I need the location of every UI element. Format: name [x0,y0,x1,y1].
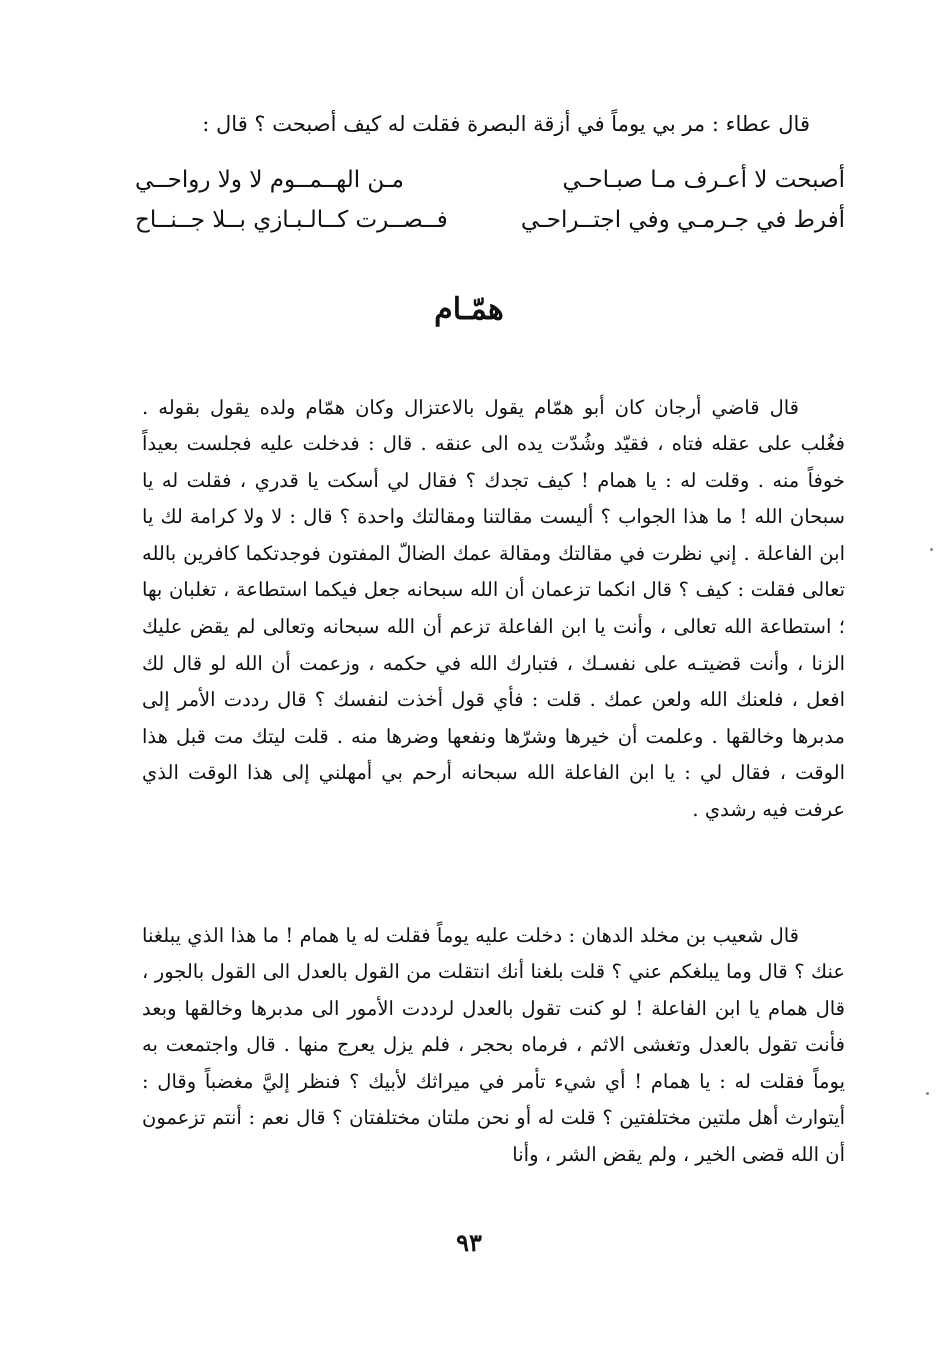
scan-speck [930,548,933,551]
paragraph-2: قال شعيب بن مخلد الدهان : دخلت عليه يوماً فقلت له يا همام ! ما هذا الذي يبلغنا عنك ؟ قال وما يبلغكم عني ؟ قلت بلغنا أنك انتقلت من القول بالعدل الى القول بالجور ، قال همام يا ابن الفاعلة ! لو كنت تقول بالعدل لرددت الأمور الى مدبرها وخالقها وبعد فأنت تقول بالعدل وتغشى الاثم ، فرماه بحجر ، فلم يزل يعرج منها . قال واجتمعت به يوماً فقلت له : يا همام ! أي شيء تأمر في ميراثك لأبيك ؟ فنظر إليَّ مغضباً وقال : أيتوارث أهل ملتين مختلفتين ؟ قلت له أو نحن ملتان مختلفتان ؟ قال نعم : أنتم تزعمون أن الله قضى الخير ، ولم يقض الشر ، وأنا [142,923,845,1167]
paragraph-1: قال قاضي أرجان كان أبو همّام يقول بالاعتزال وكان همّام ولده يقول بقوله . فغُلب على عقله فتاه ، فقيّد وشُدّت يده الى عنقه . قال : فدخلت عليه فجلست بعيداً خوفاً منه . وقلت له : يا همام ! كيف تجدك ؟ فقال لي أسكت يا قدري ، فقلت له يا سبحان الله ! ما هذا الجواب ؟ أليست مقالتنا ومقالتك واحدة ؟ قال : لا ولا كرامة لك يا ابن الفاعلة . إني نظرت في مقالتك ومقالة عمك الضالّ المفتون فوجدتكما كافرين بالله تعالى فقلت : كيف ؟ قال انكما تزعمان أن الله سبحانه جعل فيكما استطاعة ، تغلبان بها ؛ استطاعة الله تعالى ، وأنت يا ابن الفاعلة تزعم أن الله سبحانه وتعالى لم يقض عليك الزنا ، وأنت قضيتـه على نفسـك ، فتبارك الله في حكمه ، وزعمت أن الله لو قال لك افعل ، فلعنك الله ولعن عمك . قلت : فأي قول أخذت لنفسك ؟ قال رددت الأمر إلى مدبرها وخالقها . وعلمت أن خيرها وشرّها ونفعها وضرها منه . قلت ليتك مت قبل هذا الوقت ، فقال لي : يا ابن الفاعلة الله سبحانه أرحم بي أمهلني إلى هذا الوقت الذي عرفت فيه رشدي . [142,395,845,822]
verse-2-first-hemistich: أفرط في جـرمـي وفي اجتــراحـي [520,207,845,233]
poem-verse-2 [135,200,845,240]
poem [135,160,845,240]
page-number: ٩٣ [456,1228,482,1257]
intro-line: قال عطاء : مر بي يوماً في أزقة البصرة فقلت له كيف أصبحت ؟ قال : [202,112,810,136]
verse-1-first-hemistich: أصبحت لا أعـرف مـا صبـاحـي [562,167,845,193]
poem-verse-1 [135,160,845,200]
scan-speck [926,1092,929,1095]
section-title: همّـام [434,292,504,327]
verse-2-second-hemistich: فــصــرت كــالـبـازي بــلا جــنــاح [135,207,448,233]
verse-1-second-hemistich: مـن الهــمــوم لا ولا رواحــي [135,167,404,193]
